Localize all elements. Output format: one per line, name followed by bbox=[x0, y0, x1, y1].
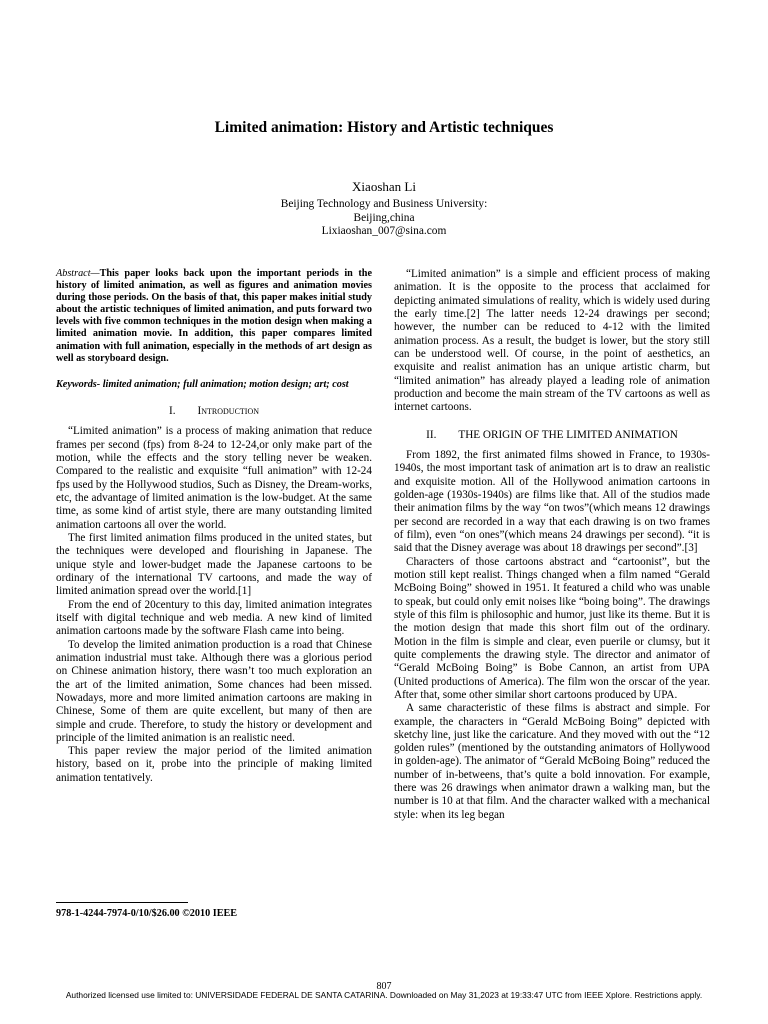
affiliation-line: Beijing Technology and Business University: bbox=[280, 198, 488, 210]
abstract bbox=[56, 268, 372, 365]
paragraph: To develop the limited animation production is a road that Chinese animation industrial must take. Although there was a glorious period on Chinese animation history, there wasn’t too much exploration an the art of the limited animation, Some chances had been missed. Nowadays, more and more limited animation cartoons are making in Chinese, Some of them are quite excellent, but many of then are simple and crude. Therefore, to study the history or development and principle of the limited animation is an realistic need. bbox=[56, 638, 372, 744]
author-email: Lixiaoshan_007@sina.com bbox=[321, 225, 447, 238]
author-name: Xiaoshan Li bbox=[352, 179, 416, 194]
paragraph: Characters of those cartoons abstract and “cartoonist”, but the motion still kept realist. Things changed when a film named “Gerald McBoing Boing” showed in 1951. It featured a child who was unable to speak, but could only emit noises like “boing boing”. The drawings style of this film is philosophic and humor, just like its theme. But it is the motion design that made this short film out of the ordinary. Motion in the film is simple and clear, even puerile or clumsy, but it quite complements the drawing style. The director and animator of “Gerald McBoing Boing” is Bobe Cannon, an artist from UPA (United productions of America). The film won the orscar of the year. After that, some other similar short cartoons produced by UPA. bbox=[394, 555, 710, 701]
paragraph: This paper review the major period of the limited animation history, based on it, probe into the principle of making limited animation tentatively. bbox=[56, 745, 372, 784]
keywords: Keywords- limited animation; full animation; motion design; art; cost bbox=[56, 378, 349, 390]
section-heading-introduction bbox=[56, 405, 372, 418]
left-column bbox=[56, 268, 372, 785]
paper-title: Limited animation: History and Artistic techniques bbox=[214, 119, 554, 136]
footnote-divider bbox=[56, 902, 188, 903]
paragraph: A same characteristic of these films is abstract and simple. For example, the characters in “Gerald McBoing Boing” depicted with sketchy line, just like the caricature. And they moved with out the “12 golden rules” (mentioned by the outstanding animators of Hollywood in golden-age). The animator of “Gerald McBoing Boing” reduced the number of in-betweens, that’s quite a bold innovation. For example, there was 26 drawings when animator drawn a walking man, but the number is 10 at that film. And the character walked with a mechanical style: when its leg began bbox=[394, 702, 710, 821]
copyright-notice: 978-1-4244-7974-0/10/$26.00 ©2010 IEEE bbox=[56, 908, 238, 919]
abstract-text: This paper looks back upon the important periods in the history of limited animation, as well as figures and animation movies during those periods. On the basis of that, this paper makes initial study about the artistic techniques of limited animation, and puts forward two levels with five common techniques in the motion design when making a limited animation movie. In addition, this paper compares limited animation with full animation, especially in the methods of art design as well as storyboard design. bbox=[56, 268, 372, 364]
right-column bbox=[394, 268, 710, 822]
paragraph: From the end of 20century to this day, limited animation integrates itself with digital technique and web media. A new kind of limited animation cartoons made by the software Flash came into being. bbox=[56, 598, 372, 638]
paragraph: “Limited animation” is a simple and efficient process of making animation. It is the opposite to the process that acclaimed for depicting animated simulations of reality, which is widely used during the early time.[2] The latter needs 12-24 drawings per second; however, the number can be reduced to 4-12 with the limited animation process. As a result, the budget is lower, but the story still can be understood well. Of course, in the point of aesthetics, an exquisite and realist animation has an unique artistic charm, but “limited animation” has already played a leading role of animation production and become the main stream of the TV cartoons as well as internet cartoons. bbox=[394, 268, 710, 414]
section-heading-origin bbox=[394, 429, 710, 442]
paragraph: The first limited animation films produced in the united states, but the techniques were developed and flourishing in Japanese. The unique style and lower-budget made the Japanese cartoons to be ordinary of the international TV cartoons, and made the way of limited animation spread over the world.[1] bbox=[56, 531, 372, 598]
page-number: 807 bbox=[376, 981, 392, 992]
section-title: THE ORIGIN OF THE LIMITED ANIMATION bbox=[458, 428, 678, 441]
paragraph: From 1892, the first animated films showed in France, to 1930s-1940s, the most important task of animation art is to draw an realistic and exquisite motion. All of the Hollywood animation cartoons in golden-age (1930s-1940s) are films like that. All of the studios made their animation films by the way “on twos”(which means 12 drawings per second are recorded in a way that each drawing is on two frames of film), even “on ones”(which means 24 drawings per second). “it is said that the Disney average was about 18 drawings per second”.[3] bbox=[394, 448, 710, 555]
paragraph: “Limited animation” is a process of making animation that reduce frames per second (fps) from 8-24 to 12-24,or only make part of the motion, while the effects and the story telling never be weaken. Compared to the realistic and exquisite “full animation” with 12-24 fps used by the Hollywood studios, Such as Disney, the Dream-works, etc, the advantage of limited animation is the low-budget. At the same time, as some kind of artist style, there are many outstanding limited animation cartoons all over the world. bbox=[56, 425, 372, 531]
affiliation-line: Beijing,china bbox=[353, 211, 415, 224]
authorized-use-notice: Authorized licensed use limited to: UNIVERSIDADE FEDERAL DE SANTA CATARINA. Downloaded on May 31,2023 at 19:33:47 UTC from IEEE Xplore. Restrictions apply. bbox=[65, 990, 703, 1000]
abstract-lead: Abstract— bbox=[56, 268, 100, 279]
section-number: I. bbox=[168, 404, 176, 417]
author-affiliation bbox=[0, 198, 768, 239]
section-title: Introduction bbox=[197, 404, 260, 417]
section-number: II. bbox=[426, 428, 437, 441]
